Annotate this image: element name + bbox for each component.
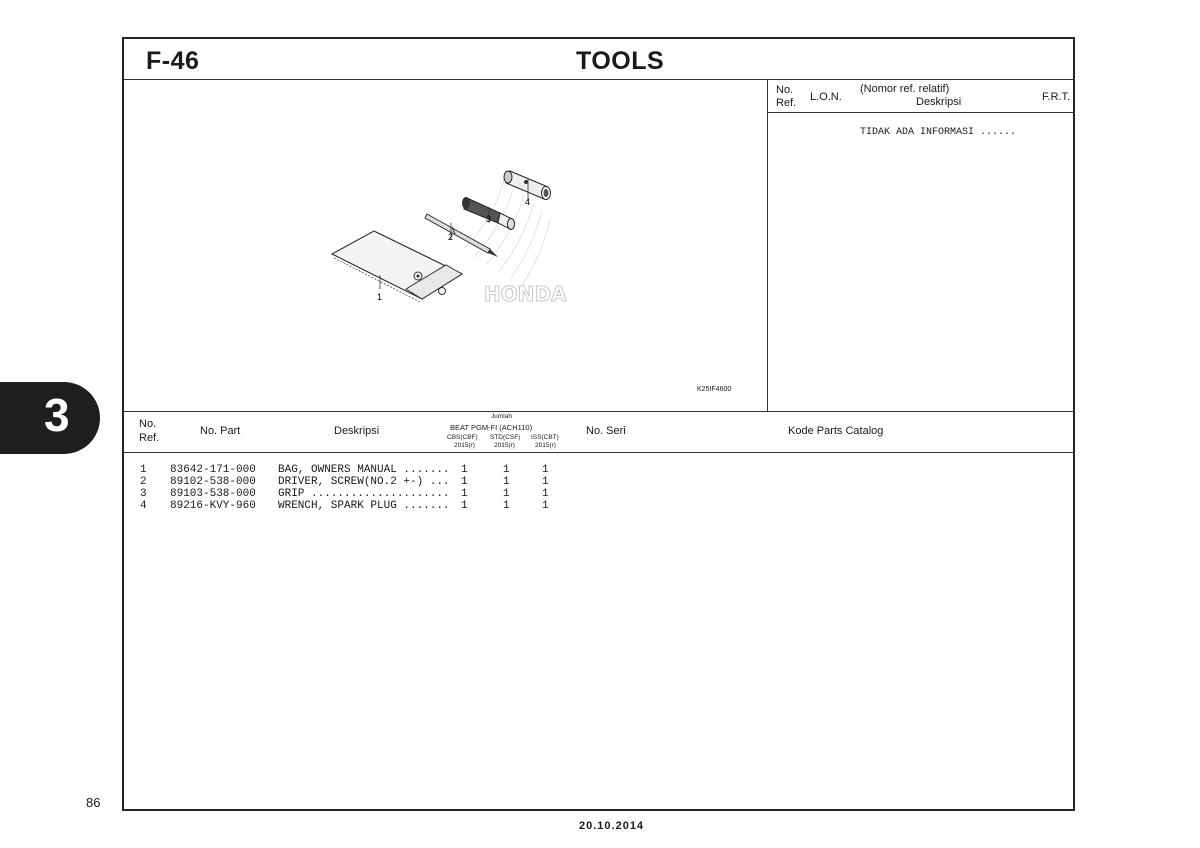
row-3-part: 89103-538-000 — [170, 488, 256, 500]
th-variant-2-year: 2015(r) — [494, 442, 515, 449]
row-3-qty-1: 1 — [461, 488, 468, 500]
rp-lon-header: L.O.N. — [810, 91, 842, 103]
page-title: TOOLS — [576, 47, 665, 75]
bag-owners-manual-drawing — [332, 231, 462, 302]
panel-divider — [767, 79, 768, 411]
row-3-qty-2: 1 — [503, 488, 510, 500]
footer-date: 20.10.2014 — [579, 820, 645, 832]
th-variant-1: CBS(CBF) — [447, 434, 478, 441]
callout-1: 1 — [377, 292, 383, 302]
row-4-desc: WRENCH, SPARK PLUG ....... — [278, 500, 450, 512]
callout-2: 2 — [448, 232, 454, 242]
rp-no-header: No. — [776, 84, 794, 96]
row-2-qty-3: 1 — [542, 476, 549, 488]
row-1-qty-2: 1 — [503, 464, 510, 476]
chapter-tab — [0, 382, 100, 454]
catalog-frame — [122, 37, 1075, 811]
table-header-divider — [124, 452, 1075, 453]
title-divider — [124, 79, 1075, 80]
th-model: BEAT PGM-FI (ACH110) — [450, 423, 533, 432]
row-1-qty-3: 1 — [542, 464, 549, 476]
th-no-seri: No. Seri — [586, 425, 626, 437]
tools-illustration — [314, 149, 574, 329]
th-no-part: No. Part — [200, 425, 241, 437]
row-2-desc: DRIVER, SCREW(NO.2 +-) ... — [278, 476, 450, 488]
figure-code: K25IF4600 — [697, 386, 732, 393]
th-variant-2: STD(CSF) — [490, 434, 521, 441]
illustration-bottom-divider — [124, 411, 1075, 412]
row-1-ref: 1 — [140, 464, 147, 476]
callout-4: 4 — [525, 197, 531, 207]
honda-watermark-text: HONDA — [484, 282, 567, 306]
row-2-qty-1: 1 — [461, 476, 468, 488]
callout-3: 3 — [486, 214, 492, 224]
th-deskripsi: Deskripsi — [334, 425, 380, 437]
rp-nomor-ref-header: (Nomor ref. relatif) — [860, 83, 950, 95]
right-header-divider — [767, 112, 1075, 113]
row-2-qty-2: 1 — [503, 476, 510, 488]
rp-deskripsi-header: Deskripsi — [916, 96, 962, 108]
th-variant-3-year: 2015(r) — [535, 442, 556, 449]
row-4-qty-1: 1 — [461, 500, 468, 512]
rp-frt-header: F.R.T. — [1042, 91, 1071, 103]
row-4-qty-3: 1 — [542, 500, 549, 512]
th-kode-parts-catalog: Kode Parts Catalog — [788, 425, 884, 437]
th-variant-3: ISS(CBT) — [531, 434, 559, 441]
row-1-desc: BAG, OWNERS MANUAL ....... — [278, 464, 450, 476]
th-jumlah: Jumlah — [491, 413, 512, 420]
row-3-desc: GRIP ..................... — [278, 488, 450, 500]
row-4-part: 89216-KVY-960 — [170, 500, 256, 512]
page-number: 86 — [86, 795, 101, 810]
rp-no-info-note: TIDAK ADA INFORMASI ...... — [860, 127, 1017, 138]
row-3-qty-3: 1 — [542, 488, 549, 500]
row-1-part: 83642-171-000 — [170, 464, 256, 476]
row-4-qty-2: 1 — [503, 500, 510, 512]
row-1-qty-1: 1 — [461, 464, 468, 476]
th-variant-1-year: 2015(r) — [454, 442, 475, 449]
chapter-tab-label: 3 — [44, 389, 70, 441]
row-4-ref: 4 — [140, 500, 147, 512]
section-code: F-46 — [146, 47, 200, 75]
rp-ref-header: Ref. — [776, 97, 797, 109]
th-no: No. — [139, 418, 157, 430]
row-2-part: 89102-538-000 — [170, 476, 256, 488]
row-2-ref: 2 — [140, 476, 147, 488]
row-3-ref: 3 — [140, 488, 147, 500]
th-ref: Ref. — [139, 432, 160, 444]
